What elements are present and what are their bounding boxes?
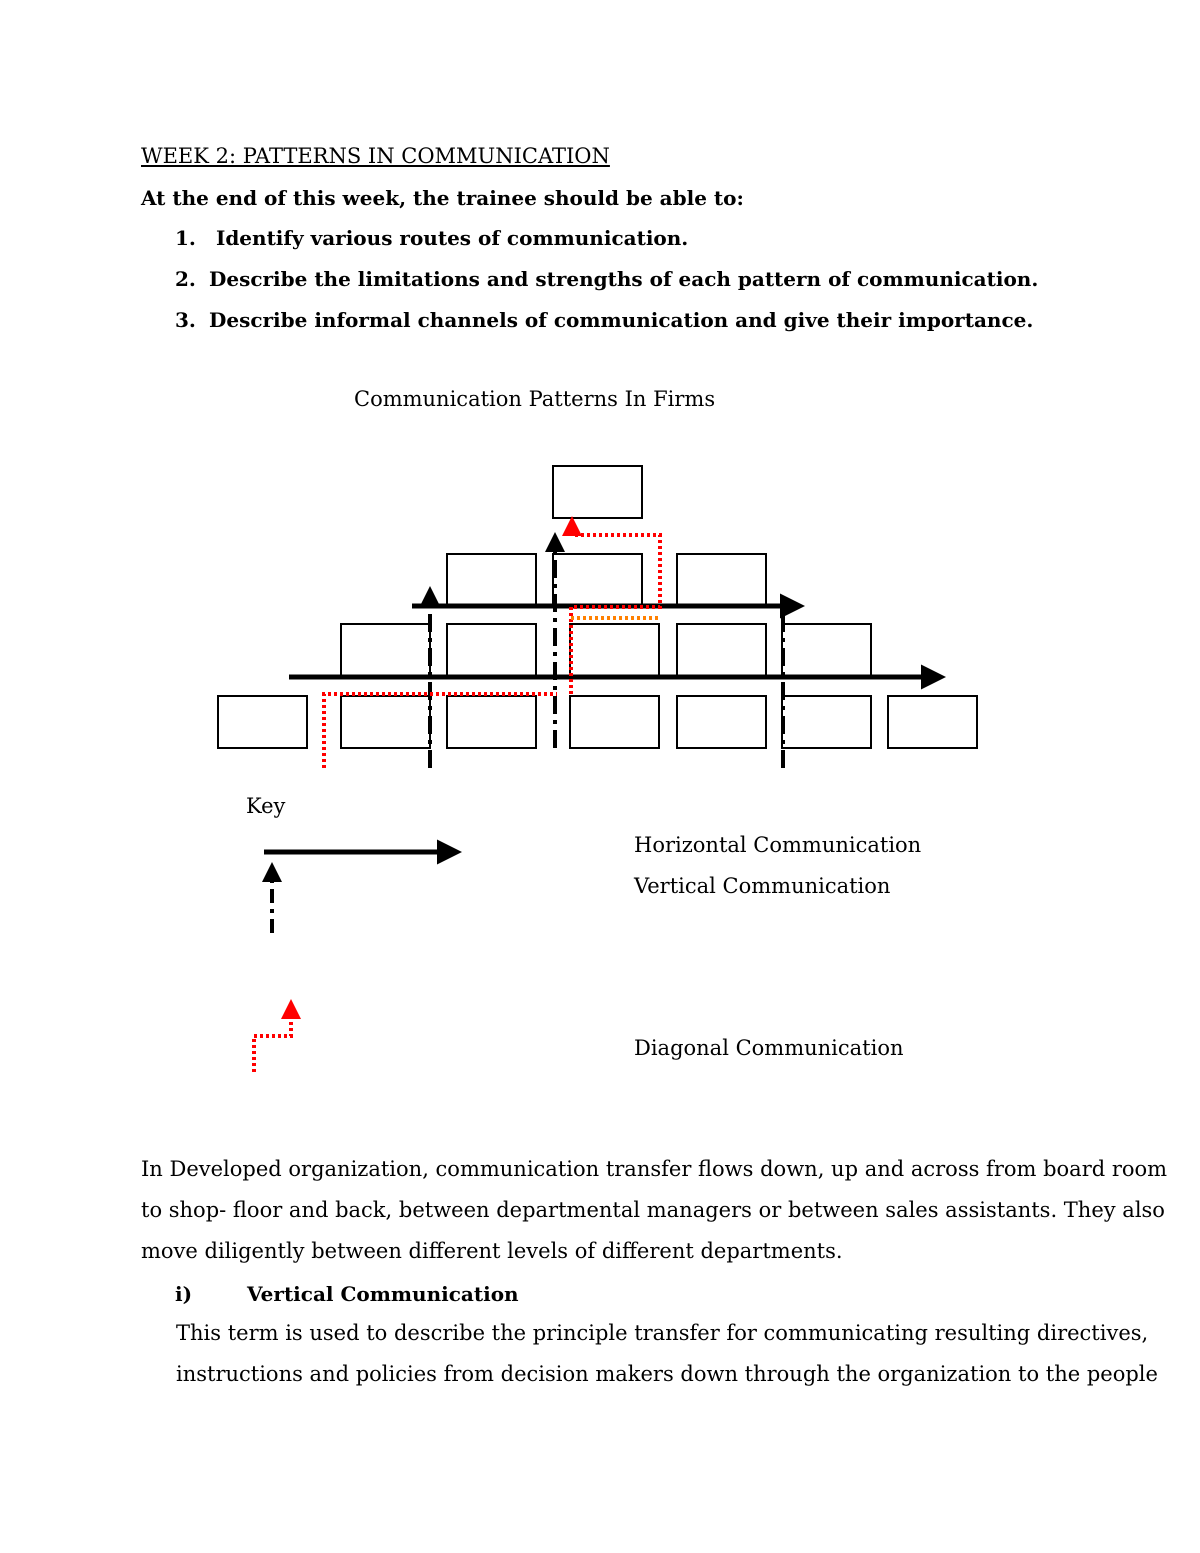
- objective-text: Describe the limitations and strengths of each pattern of communication.: [209, 267, 1039, 291]
- objectives-intro: At the end of this week, the trainee should be able to:: [141, 186, 744, 210]
- diagonal-path: [324, 694, 557, 768]
- org-box-level4: [447, 696, 536, 748]
- body-paragraph-line: move diligently between different levels of different departments.: [141, 1239, 843, 1263]
- section-title: Vertical Communication: [247, 1282, 519, 1306]
- org-box-level4: [782, 696, 871, 748]
- figure-title: Communication Patterns In Firms: [354, 387, 716, 411]
- org-box-level4: [341, 696, 430, 748]
- objective-number: 2.: [175, 267, 196, 291]
- org-box-level3: [341, 624, 430, 676]
- org-box-level3: [447, 624, 536, 676]
- key-label: Key: [246, 794, 286, 818]
- page-heading: WEEK 2: PATTERNS IN COMMUNICATION: [141, 144, 610, 168]
- org-box-level3: [570, 624, 659, 676]
- legend-diagonal-label: Diagonal Communication: [634, 1036, 904, 1060]
- body-paragraph-line: instructions and policies from decision makers down through the organization to the people: [176, 1362, 1158, 1386]
- body-paragraph-line: to shop- floor and back, between departmental managers or between sales assistants. They also: [141, 1198, 1165, 1222]
- org-box-level2: [677, 554, 766, 606]
- org-box-level3: [677, 624, 766, 676]
- body-paragraph-line: In Developed organization, communication transfer flows down, up and across from board room: [141, 1157, 1168, 1181]
- objective-number: 1.: [175, 226, 196, 250]
- legend-horizontal-label: Horizontal Communication: [634, 833, 922, 857]
- body-paragraph-line: This term is used to describe the principle transfer for communicating resulting directives,: [176, 1321, 1149, 1345]
- section-heading: [175, 1282, 519, 1306]
- org-box-level4: [570, 696, 659, 748]
- org-box-level3: [782, 624, 871, 676]
- legend-diagonal-symbol: [254, 1003, 291, 1072]
- org-box-level4: [888, 696, 977, 748]
- section-number: i): [175, 1282, 193, 1306]
- org-box-level4: [218, 696, 307, 748]
- objective-number: 3.: [175, 308, 196, 332]
- objective-text: Identify various routes of communication.: [209, 226, 689, 250]
- org-box-level2: [447, 554, 536, 606]
- org-box-level2: [553, 554, 642, 606]
- objective-text: Describe informal channels of communication and give their importance.: [209, 308, 1034, 332]
- legend-vertical-label: Vertical Communication: [634, 874, 891, 898]
- org-box-top: [553, 466, 642, 518]
- org-box-level4: [677, 696, 766, 748]
